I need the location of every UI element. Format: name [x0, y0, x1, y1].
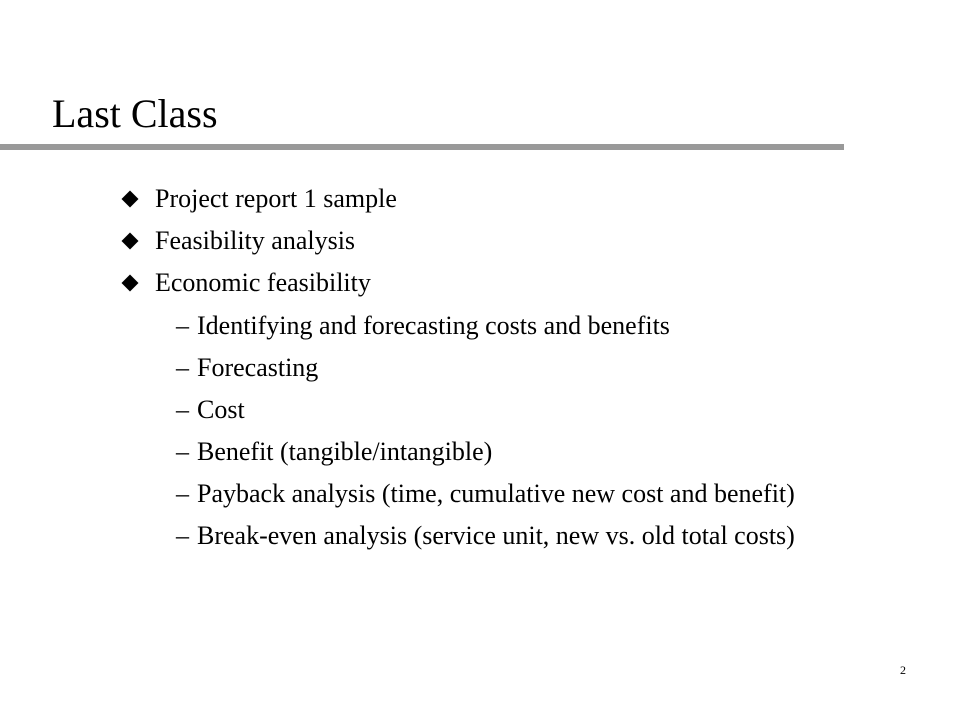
dash-marker: – — [176, 311, 189, 340]
sub-bullet-item — [0, 305, 837, 347]
diamond-icon — [122, 191, 139, 208]
bullet-item — [0, 178, 960, 220]
bullet-text: Project report 1 sample — [155, 184, 397, 213]
diamond-icon — [122, 233, 139, 250]
sub-bullet-item — [0, 515, 837, 557]
dash-marker: – — [176, 353, 189, 382]
title-underline — [0, 144, 844, 150]
sub-bullet-text: Cost — [197, 395, 245, 424]
dash-marker: – — [176, 437, 189, 466]
diamond-icon — [122, 275, 139, 292]
bullet-list — [0, 178, 960, 304]
dash-marker: – — [176, 479, 189, 508]
sub-bullet-item — [0, 431, 837, 473]
slide-title: Last Class — [52, 91, 218, 136]
sub-bullet-list — [0, 305, 837, 557]
sub-bullet-text: Forecasting — [197, 353, 319, 382]
sub-bullet-text: Benefit (tangible/intangible) — [197, 437, 493, 466]
dash-marker: – — [176, 521, 189, 550]
sub-bullet-text: Break-even analysis (service unit, new vs. old total costs) — [197, 521, 795, 550]
sub-bullet-item — [0, 347, 837, 389]
bullet-text: Feasibility analysis — [155, 226, 356, 255]
dash-marker: – — [176, 395, 189, 424]
bullet-item — [0, 220, 960, 262]
sub-bullet-text: Payback analysis (time, cumulative new cost and benefit) — [197, 479, 795, 508]
bullet-item — [0, 262, 960, 304]
sub-bullet-item — [0, 473, 837, 515]
bullet-text: Economic feasibility — [155, 268, 371, 297]
page-number: 2 — [900, 663, 906, 677]
sub-bullet-item — [0, 389, 837, 431]
sub-bullet-text: Identifying and forecasting costs and benefits — [197, 311, 670, 340]
